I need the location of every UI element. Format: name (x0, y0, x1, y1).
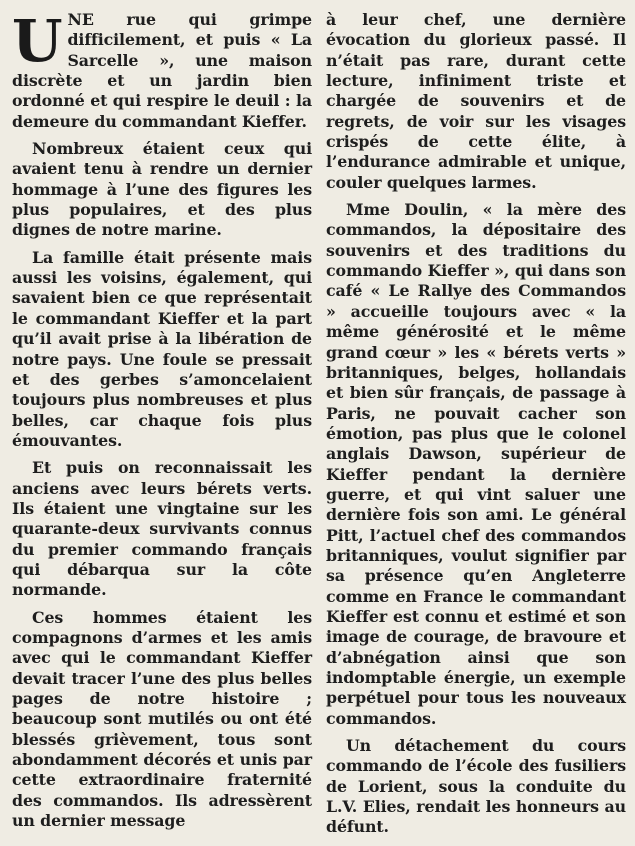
paragraph-5-continued: à leur chef, une dernière évocation du glorieux passé. Il n’était pas rare, durant cette lecture, infiniment triste et chargée de souvenirs et de regrets, de voir sur les visages crispés de cette élite, à l’endurance admirable et unique, couler quelques larmes. (326, 10, 626, 192)
paragraph-6: Mme Doulin, « la mère des commandos, la dépositaire des souvenirs et des traditions du commando Kieffer », qui dans son café « Le Rallye des Commandos » accueille toujours avec « la même générosité et le même grand cœur » les « bérets verts » britanniques, belges, hollandais et bien sûr français, de passage à Paris, ne pouvait cacher son émotion, pas plus que le colonel anglais Dawson, supérieur de Kieffer pendant la dernière guerre, et qui vint saluer une dernière fois son ami. Le général Pitt, l’actuel chef des commandos britanniques, voulut signifier par sa présence qu’en Angleterre comme en France le commandant Kieffer est connu et estimé et son image de courage, de bravoure et d’abnégation ainsi que son indomptable énergie, un exemple perpétuel pour tous les nouveaux commandos. (326, 200, 626, 728)
paragraph-5: Ces hommes étaient les compagnons d’armes et les amis avec qui le commandant Kieffer devait tracer l’une des plus belles pages de notre histoire ; beaucoup sont mutilés ou ont été blessés grièvement, tous sont abondamment décorés et unis par cette extraordinaire fraternité des commandos. Ils adressèrent un dernier message (12, 607, 312, 831)
paragraph-7: Un détachement du cours commando de l’école des fusiliers de Lorient, sous la conduite du L.V. Elies, rendait les honneurs au défunt. (326, 736, 626, 837)
paragraph-3: La famille était présente mais aussi les voisins, également, qui savaient bien ce que représentait le commandant Kieffer et la part qu’il avait prise à la libération de notre pays. Une foule se pressait et des gerbes s’amoncelaient toujours plus nombreuses et plus belles, car chaque fois plus émouvantes. (12, 247, 312, 450)
drop-cap: U (12, 7, 63, 75)
paragraph-1 (12, 7, 312, 132)
paragraph-1-text: NE rue qui grimpe difficilement, et puis « La Sarcelle », une maison discrète et un jardin bien ordonné et qui respire le deuil : la demeure du commandant Kieffer. (12, 10, 312, 131)
paragraph-4: Et puis on reconnaissait les anciens avec leurs bérets verts. Ils étaient une vingtaine sur les quarante-deux survivants connus du premier commando français qui débarqua sur la côte normande. (12, 458, 312, 600)
right-column (326, 10, 626, 846)
left-column (12, 7, 312, 846)
paragraph-2: Nombreux étaient ceux qui avaient tenu à rendre un dernier hommage à l’une des figures les plus populaires, et des plus dignes de notre marine. (12, 139, 312, 240)
